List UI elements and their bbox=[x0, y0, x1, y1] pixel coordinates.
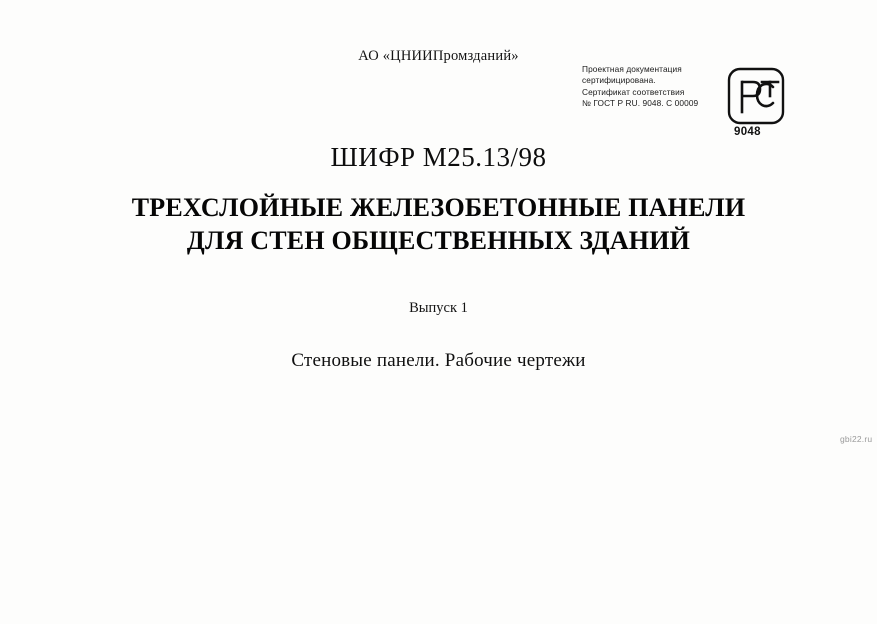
certification-line-1: Проектная документация bbox=[582, 64, 682, 74]
page-subtitle: Стеновые панели. Рабочие чертежи bbox=[291, 350, 586, 371]
document-cipher: ШИФР М25.13/98 bbox=[330, 142, 547, 172]
page-title bbox=[0, 192, 877, 258]
rst-mark-number: 9048 bbox=[734, 126, 761, 138]
certification-line-3: Сертификат соответствия bbox=[582, 86, 685, 97]
organization-name: АО «ЦНИИПромзданий» bbox=[358, 48, 519, 64]
certification-line-2: сертифицирована. bbox=[582, 75, 656, 86]
page-title-line-2: ДЛЯ СТЕН ОБЩЕСТВЕННЫХ ЗДАНИЙ bbox=[186, 225, 691, 255]
issue-number: Выпуск 1 bbox=[409, 300, 468, 316]
watermark: gbi22.ru bbox=[840, 434, 873, 444]
page-title-line-1: ТРЕХСЛОЙНЫЕ ЖЕЛЕЗОБЕТОННЫЕ ПАНЕЛИ bbox=[131, 193, 746, 222]
certification-text-block bbox=[582, 64, 722, 110]
certification-line-4: № ГОСТ Р RU. 9048. С 00009 bbox=[582, 98, 699, 109]
